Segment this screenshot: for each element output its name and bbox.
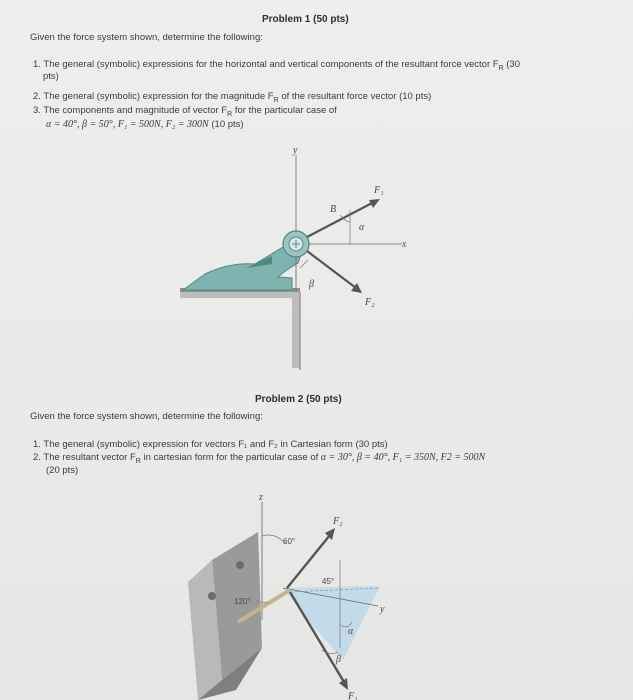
bolt-bottom — [208, 592, 216, 600]
problem1-item3-pts: (10 pts) — [211, 119, 244, 130]
f1-label: F₁ — [348, 691, 358, 700]
angle-60-label: 60° — [283, 537, 296, 546]
subscript-r: R — [498, 64, 504, 72]
angle-45-label: 45° — [322, 577, 335, 586]
subscript-r: R — [227, 110, 233, 118]
problem1-item1-text: 1. The general (symbolic) expressions for the horizontal and vertical components of the resultant force vector F — [33, 59, 499, 70]
x-axis-label: x — [402, 239, 407, 250]
subscript-r: R — [273, 96, 279, 104]
b-label: B — [330, 204, 337, 215]
problem1-item3-rest: for the particular case of — [234, 105, 337, 116]
beta-label: β — [309, 279, 314, 290]
problem2-item2-text: 2. The resultant vector F — [33, 452, 136, 463]
problem2-item2-rest: in cartesian form for the particular case of — [143, 452, 319, 463]
bolt-top — [236, 561, 244, 569]
problem1-item3-values: α = 40°, β = 50°, F₁ = 500N, F₂ = 300N — [46, 119, 209, 130]
beta-label: β — [336, 654, 341, 665]
alpha-label: α — [348, 626, 354, 637]
y-axis-label: y — [293, 145, 298, 156]
problem1-item2-text: 2. The general (symbolic) expression for the magnitude F — [33, 91, 274, 102]
f1-label: F₁ — [374, 185, 384, 196]
problem1-title: Problem 1 (50 pts) — [262, 14, 349, 25]
problem2-title: Problem 2 (50 pts) — [255, 394, 342, 405]
f2-label: F₂ — [365, 297, 375, 308]
problem1-item2-rest: of the resultant force vector (10 pts) — [281, 91, 432, 102]
z-axis-label: z — [259, 492, 263, 503]
angle-120-label: 120° — [234, 597, 251, 606]
f2-label: F₂ — [333, 516, 343, 527]
problem1-item1-pts: (30 — [506, 59, 520, 70]
alpha-label: α — [359, 222, 365, 233]
problem1-item1-pts-cont: pts) — [43, 71, 59, 82]
problem2-item2-values: α = 30°, β = 40°, F₁ = 350N, F2 = 500N — [320, 452, 486, 463]
subscript-r: R — [135, 457, 141, 465]
problem2-item2-pts: (20 pts) — [46, 465, 79, 476]
y-axis-label: y — [380, 604, 385, 615]
problem1-item3-text: 3. The components and magnitude of vector F — [33, 105, 228, 116]
problem2-intro: Given the force system shown, determine the following: — [30, 411, 263, 422]
problem2-item1: 1. The general (symbolic) expression for vectors F₁ and F₂ in Cartesian form (30 pts) — [33, 439, 388, 450]
problem1-intro: Given the force system shown, determine the following: — [30, 32, 263, 43]
